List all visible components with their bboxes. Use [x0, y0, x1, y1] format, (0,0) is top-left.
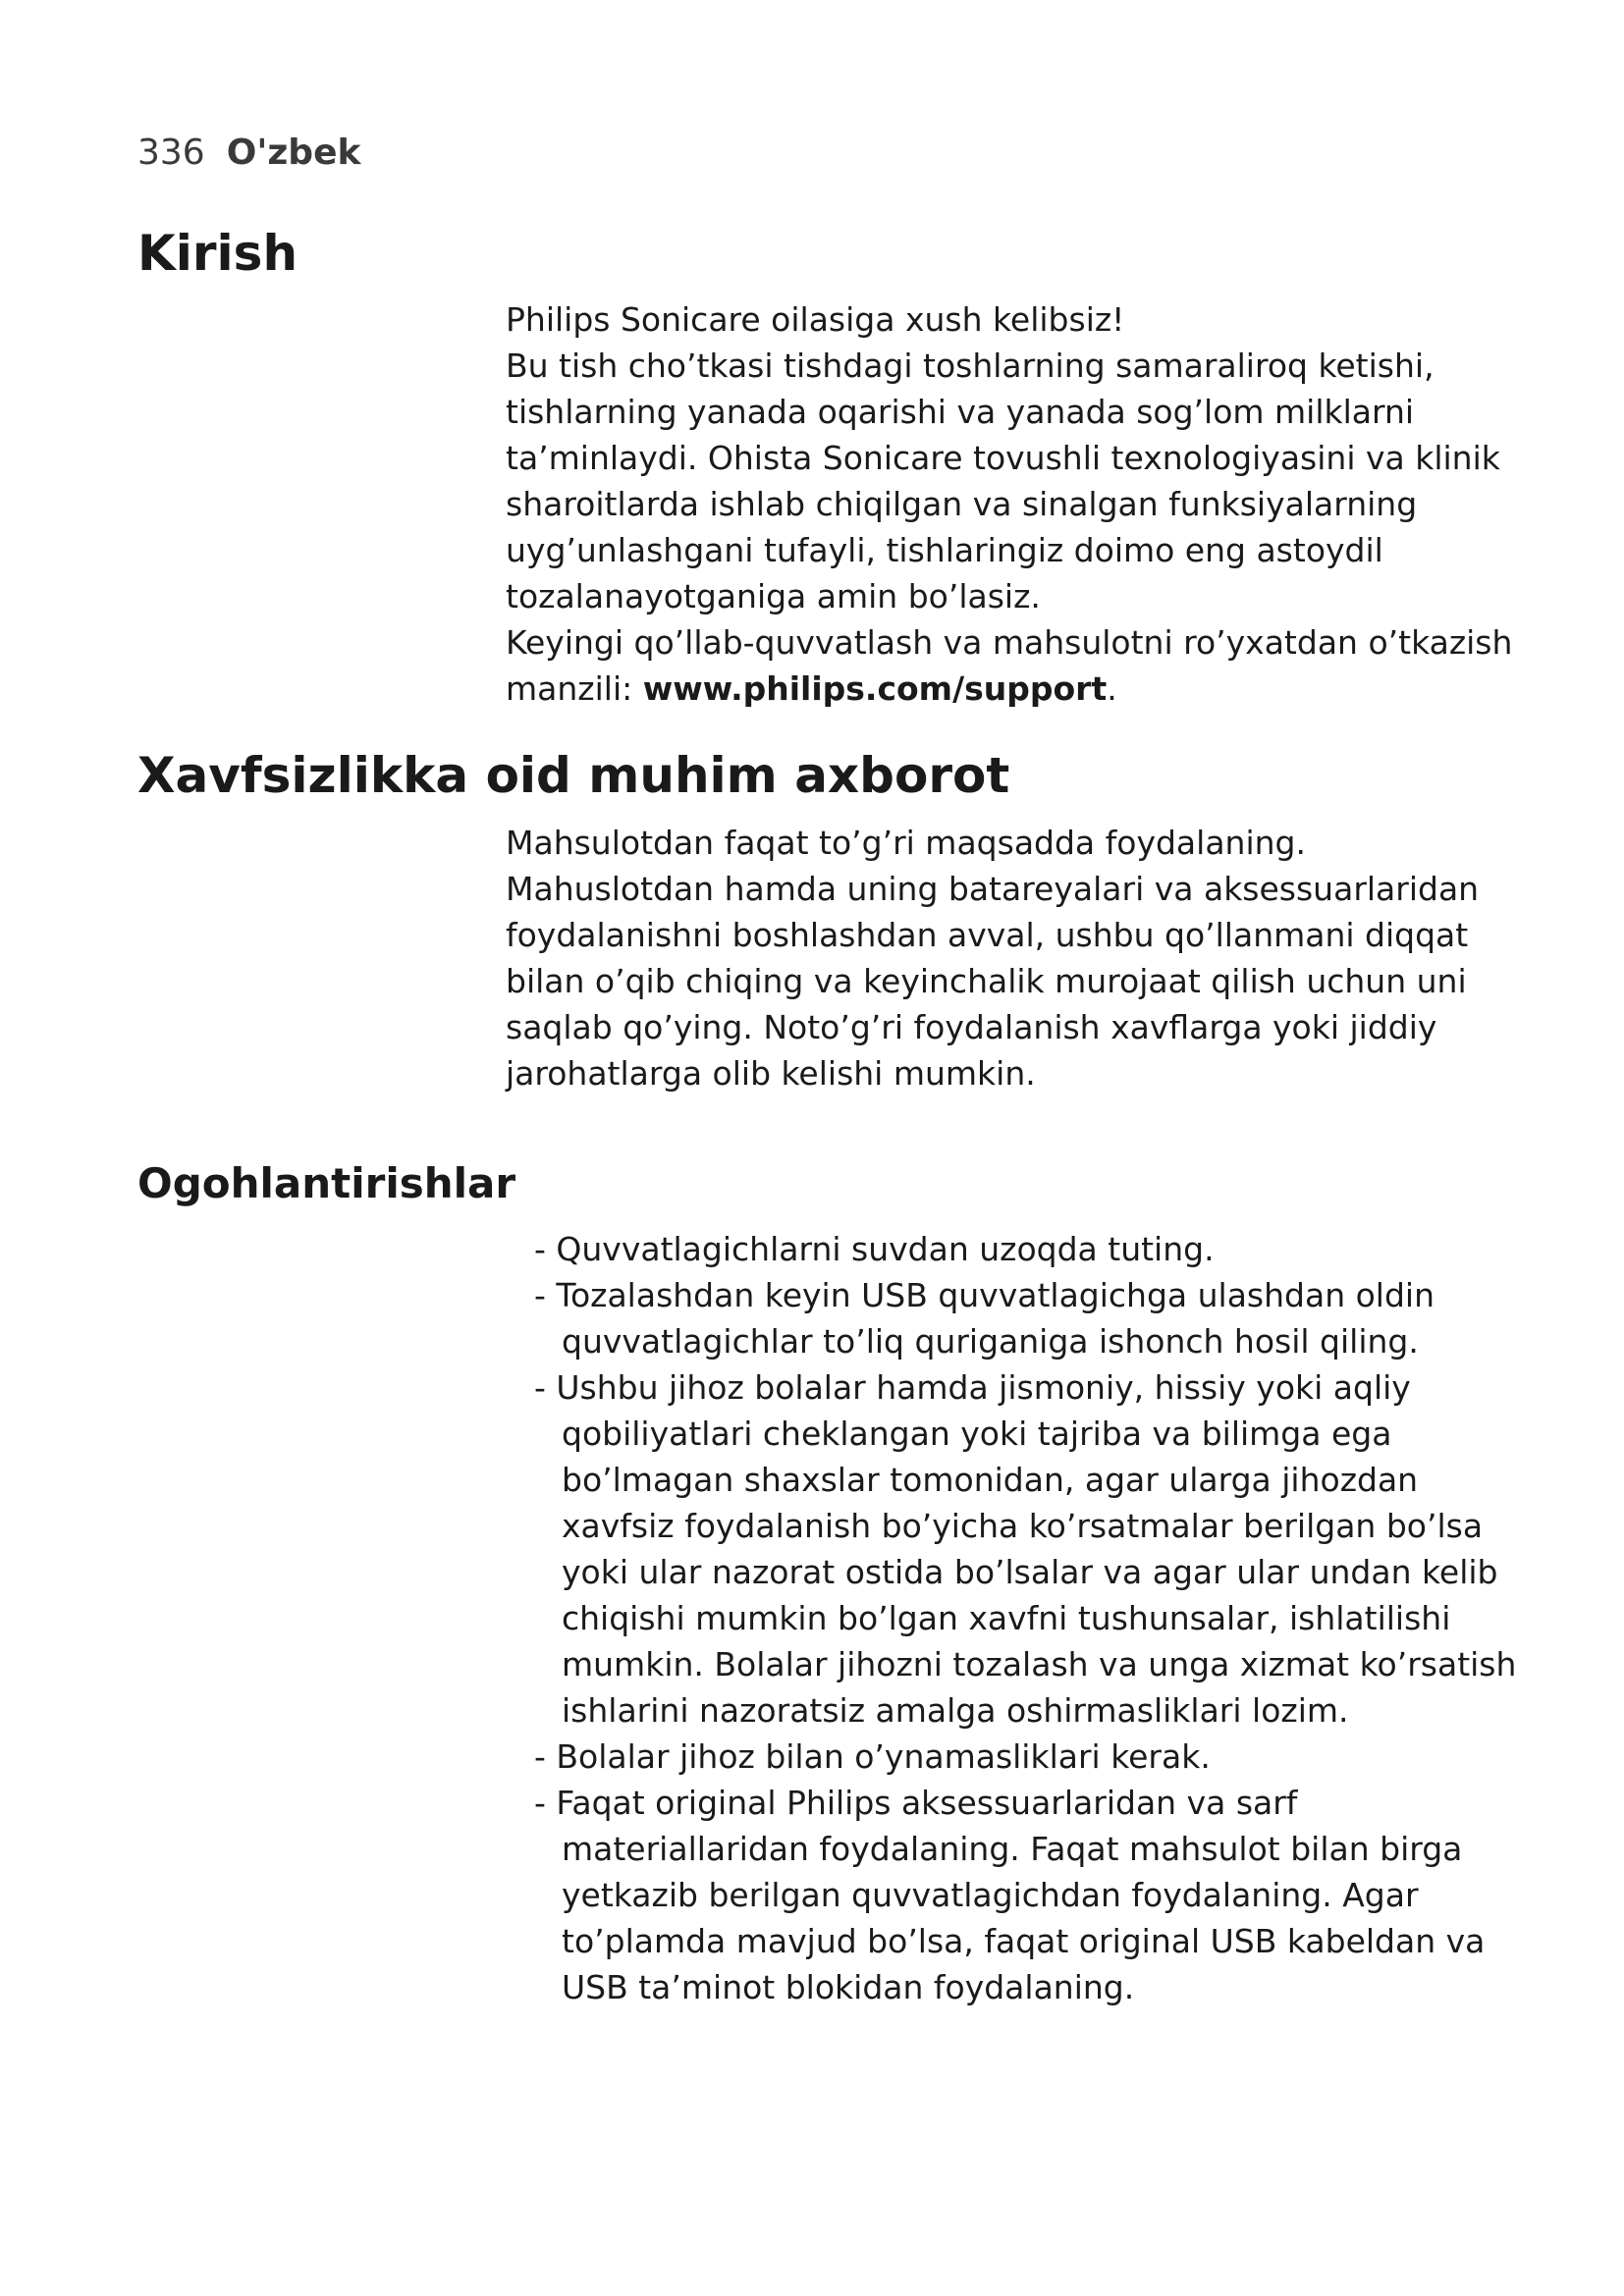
warnings-list [506, 1226, 1517, 2010]
list-item: - Tozalashdan keyin USB quvvatlagichga ulashdan oldin quvvatlagichlar to’liq quriganiga ishonch hosil qiling. [534, 1276, 1435, 1361]
page-number: 336 [137, 133, 205, 173]
section-title-safety: Xavfsizlikka oid muhim axborot [137, 747, 1010, 804]
support-link[interactable]: www.philips.com/support [642, 669, 1108, 708]
language-label: O'zbek [226, 133, 361, 173]
support-suffix: . [1107, 669, 1117, 708]
intro-description: Bu tish cho’tkasi tishdagi toshlarning samaraliroq ketishi, tishlarning yanada oqarishi va yanada sog’lom milklarni ta’minlaydi. Ohista Sonicare tovushli texnologiyasini va klinik sharoitlarda ishlab chiqilgan va sinalgan funksiyalarning uyg’unlashgani tufayli, tishlaringiz doimo eng astoydil tozalanayotganiga amin bo’lasiz. [506, 347, 1500, 615]
support-prefix: Keyingi qo’llab-quvvatlash va mahsulotni ro’yxatdan o’tkazish manzili: [506, 623, 1513, 708]
intro-body [506, 296, 1517, 712]
safety-intro-text: Mahsulotdan faqat to’g’ri maqsadda foydalaning. Mahuslotdan hamda uning batareyalari va aksessuarlaridan foydalanishni boshlashdan avval, ushbu qo’llanmani diqqat bilan o’qib chiqing va keyinchalik murojaat qilish uchun uni saqlab qo’ying. Noto’g’ri foydalanish xavflarga yoki jiddiy jarohatlarga olib kelishi mumkin. [506, 824, 1480, 1093]
section-title-intro: Kirish [137, 225, 298, 282]
intro-support [506, 619, 1517, 712]
intro-welcome: Philips Sonicare oilasiga xush kelibsiz! [506, 300, 1125, 339]
list-item: - Quvvatlagichlarni suvdan uzoqda tuting. [534, 1230, 1215, 1268]
page-header [137, 132, 360, 175]
safety-body [506, 820, 1517, 1096]
list-item: - Bolalar jihoz bilan o’ynamasliklari kerak. [534, 1737, 1211, 1776]
list-item: - Faqat original Philips aksessuarlaridan va sarf materiallaridan foydalaning. Faqat mahsulot bilan birga yetkazib berilgan quvvatlagichdan foydalaning. Agar to’plamda mavjud bo’lsa, faqat original USB kabeldan va USB ta’minot blokidan foydalaning. [534, 1784, 1486, 2006]
list-item: - Ushbu jihoz bolalar hamda jismoniy, hissiy yoki aqliy qobiliyatlari cheklangan yoki tajriba va bilimga ega bo’lmagan shaxslar tomonidan, agar ularga jihozdan xavfsiz foydalanish bo’yicha ko’rsatmalar berilgan bo’lsa yoki ular nazorat ostida bo’lsalar va agar ular undan kelib chiqishi mumkin bo’lgan xavfni tushunsalar, ishlatilishi mumkin. Bolalar jihozni tozalash va unga xizmat ko’rsatish ishlarini nazoratsiz amalga oshirmasliklari lozim. [534, 1368, 1517, 1730]
warnings-body [506, 1226, 1517, 2010]
section-title-warnings: Ogohlantirishlar [137, 1159, 516, 1207]
